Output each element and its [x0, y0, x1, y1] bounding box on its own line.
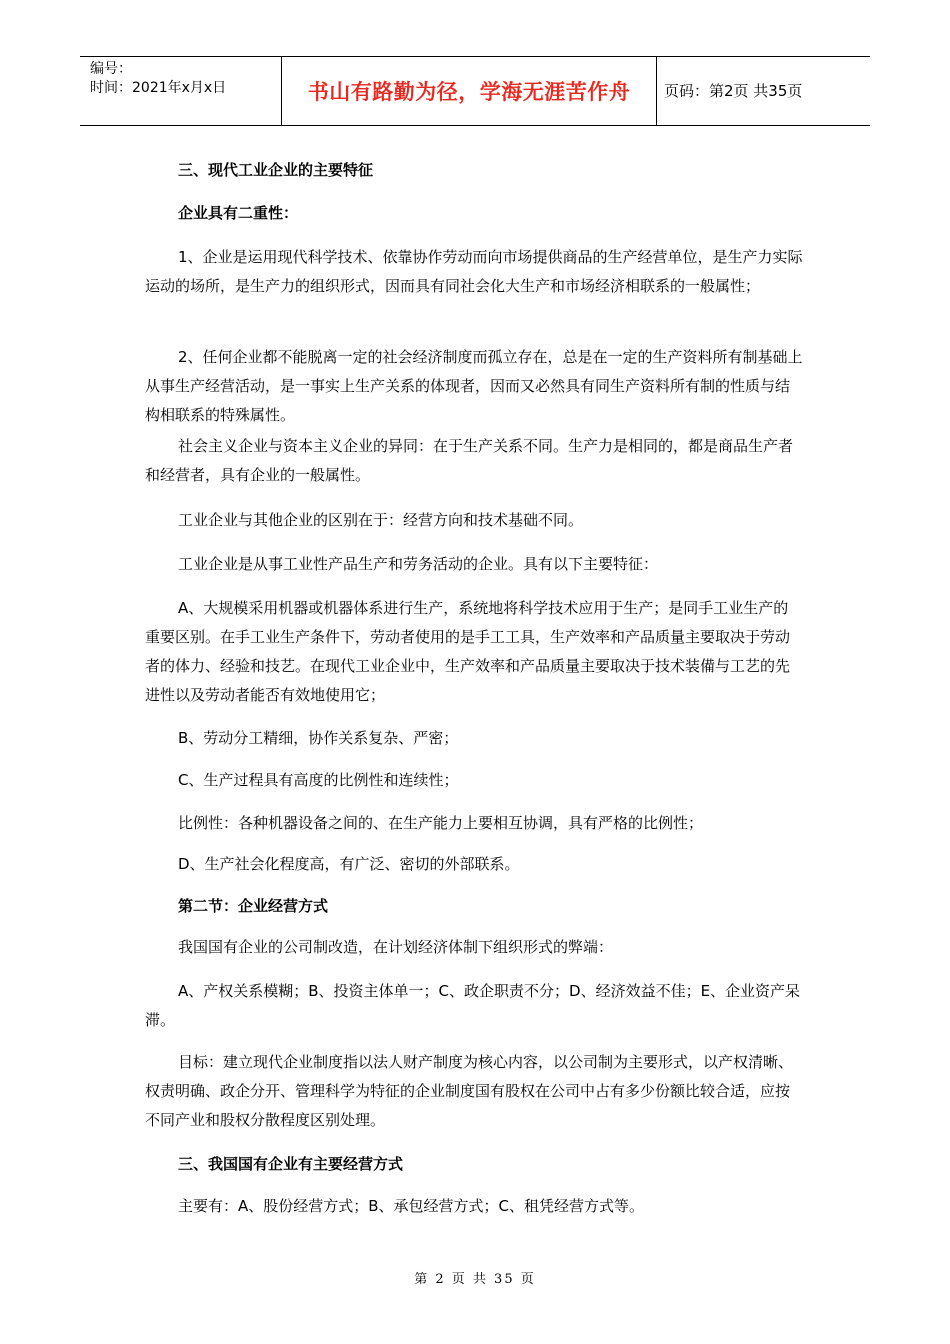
section-heading: 三、现代工业企业的主要特征 — [178, 161, 374, 179]
paragraph: A、产权关系模糊；B、投资主体单一；C、政企职责不分；D、经济效益不佳；E、企业资产呆滞。 — [145, 982, 801, 1029]
section-heading: 第二节：企业经营方式 — [178, 897, 329, 915]
header-right-cell — [656, 57, 870, 125]
paragraph: D、生产社会化程度高，有广泛、密切的外部联系。 — [178, 855, 520, 873]
document-code-label: 编号： — [90, 61, 132, 77]
header-motto: 书山有路勤为径，学海无涯苦作舟 — [307, 80, 631, 104]
page-header — [80, 56, 870, 126]
paragraph: 1、企业是运用现代科学技术、依靠协作劳动而向市场提供商品的生产经营单位，是生产力实际运动的场所，是生产力的组织形式，因而具有同社会化大生产和市场经济相联系的一般属性； — [145, 248, 803, 295]
header-page-info: 页码：第2页 共35页 — [664, 82, 803, 100]
paragraph: C、生产过程具有高度的比例性和连续性； — [178, 771, 459, 789]
paragraph: 比例性：各种机器设备之间的、在生产能力上要相互协调，具有严格的比例性； — [178, 814, 704, 832]
document-date-label: 时间：2021年x月x日 — [90, 80, 227, 96]
paragraph: A、大规模采用机器或机器体系进行生产，系统地将科学技术应用于生产；是同手工业生产的重要区别。在手工业生产条件下，劳动者使用的是手工工具，生产效率和产品质量主要取决于劳动者的体力、经验和技艺。在现代工业企业中，生产效率和产品质量主要取决于技术装備与工艺的先进性以及劳动者能否有效地使用它； — [145, 599, 791, 704]
paragraph: 我国国有企业的公司制改造，在计划经济体制下组织形式的弊端： — [178, 938, 614, 956]
header-motto-cell — [281, 57, 657, 125]
paragraph: 工业企业与其他企业的区别在于：经营方向和技术基础不同。 — [178, 511, 584, 529]
header-left-cell — [80, 57, 280, 125]
paragraph: 社会主义企业与资本主义企业的异同：在于生产关系不同。生产力是相同的，都是商品生产者和经营者，具有企业的一般属性。 — [145, 437, 794, 484]
page-footer: 第 2 页 共 35 页 — [414, 1272, 536, 1287]
paragraph: 工业企业是从事工业性产品生产和劳务活动的企业。具有以下主要特征： — [178, 555, 659, 573]
paragraph: 目标：建立现代企业制度指以法人财产制度为核心内容，以公司制为主要形式，以产权清晰、权责明确、政企分开、管理科学为特征的企业制度国有股权在公司中占有多少份额比较合适，应按不同产业和股权分散程度区别处理。 — [145, 1053, 794, 1129]
subheading: 企业具有二重性： — [178, 204, 299, 222]
paragraph: 2、任何企业都不能脱离一定的社会经济制度而孤立存在，总是在一定的生产资料所有制基础上从事生产经营活动，是一事实上生产关系的体现者，因而又必然具有同生产资料所有制的性质与结构相联系的特殊属性。 — [145, 348, 803, 424]
section-heading: 三、我国国有企业有主要经营方式 — [178, 1155, 404, 1173]
paragraph: 主要有：A、股份经营方式；B、承包经营方式；C、租凭经营方式等。 — [178, 1197, 645, 1215]
paragraph: B、劳动分工精细，协作关系复杂、严密； — [178, 729, 459, 747]
